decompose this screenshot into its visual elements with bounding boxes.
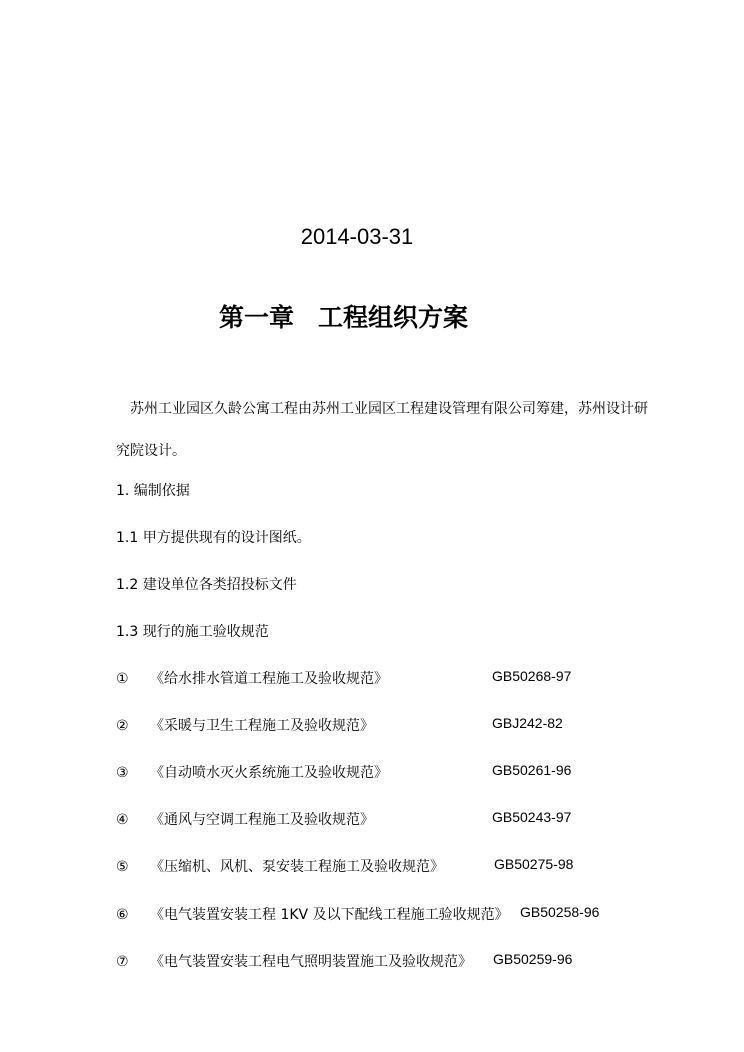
standard-code: GB50268-97: [492, 668, 572, 684]
standard-title: 《通风与空调工程施工及验收规范》: [150, 812, 374, 828]
standard-code: GB50259-96: [493, 951, 573, 967]
intro-line-2: 究院设计。: [116, 443, 186, 459]
standard-code: GB50275-98: [494, 856, 574, 872]
basis-item-1-3: 1.3 现行的施工验收规范: [116, 624, 269, 640]
document-date: 2014-03-31: [300, 224, 414, 249]
standard-number: ③: [116, 765, 129, 781]
standard-code: GBJ242-82: [492, 715, 563, 731]
chapter-label: 第一章: [219, 303, 295, 332]
standard-row: [116, 951, 573, 971]
basis-item-1-1: 1.1 甲方提供现有的设计图纸。: [116, 530, 311, 546]
intro-paragraph: [116, 388, 686, 472]
standard-number: ②: [116, 718, 129, 734]
chapter-title: 工程组织方案: [318, 303, 469, 332]
chapter-heading: [219, 298, 468, 334]
standard-code: GB50261-96: [492, 762, 572, 778]
basis-item-1-2: 1.2 建设单位各类招投标文件: [116, 577, 297, 593]
standard-code: GB50243-97: [492, 809, 572, 825]
standard-row: [116, 715, 563, 735]
standard-row: [116, 904, 600, 924]
standard-row: [116, 856, 574, 876]
intro-line-1: 苏州工业园区久龄公寓工程由苏州工业园区工程建设管理有限公司筹建，苏州设计研: [130, 401, 648, 417]
standard-row: [116, 809, 572, 829]
standard-title: 《自动喷水灭火系统施工及验收规范》: [150, 765, 388, 781]
standard-title: 《给水排水管道工程施工及验收规范》: [150, 671, 388, 687]
standard-number: ⑤: [116, 859, 129, 875]
standard-number: ④: [116, 812, 129, 828]
standard-number: ⑦: [116, 954, 129, 970]
standard-number: ①: [116, 671, 129, 687]
standard-title: 《压缩机、风机、泵安装工程施工及验收规范》: [150, 859, 444, 875]
standard-title: 《采暖与卫生工程施工及验收规范》: [150, 718, 374, 734]
standard-title: 《电气装置安装工程 1KV 及以下配线工程施工验收规范》: [150, 907, 509, 923]
standard-row: [116, 668, 572, 688]
basis-heading: 1. 编制依据: [116, 483, 190, 499]
standard-row: [116, 762, 572, 782]
standard-number: ⑥: [116, 907, 129, 923]
standard-code: GB50258-96: [520, 904, 600, 920]
standard-title: 《电气装置安装工程电气照明装置施工及验收规范》: [150, 954, 472, 970]
